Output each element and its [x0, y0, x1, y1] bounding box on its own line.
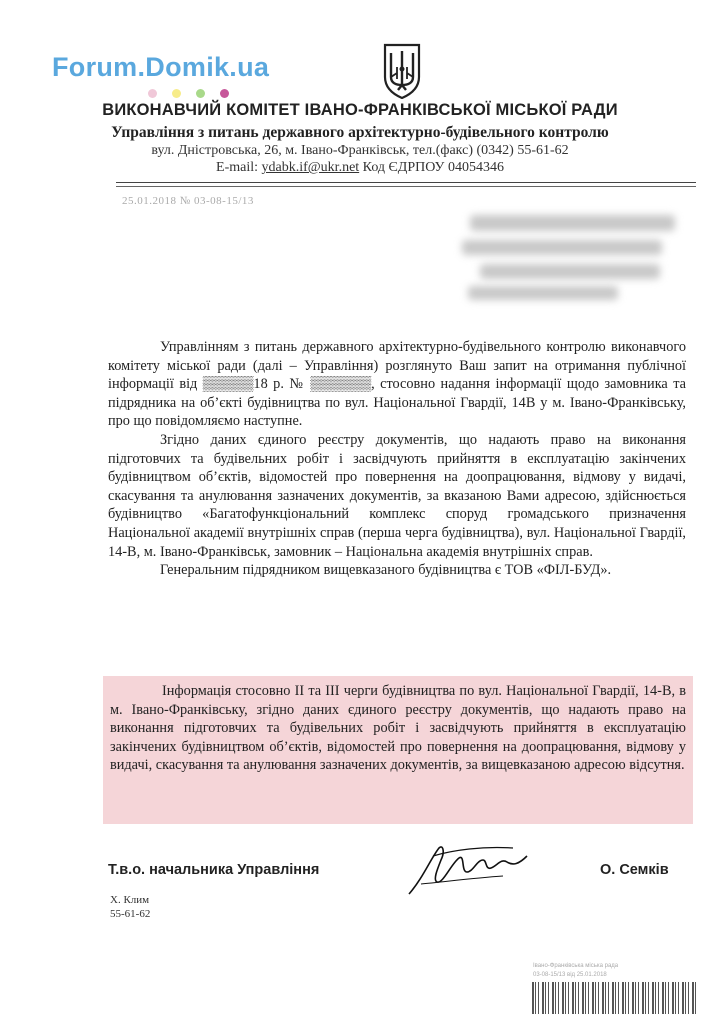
email-link[interactable]: ydabk.if@ukr.net [261, 160, 360, 175]
body-paragraph: Інформація стосовно ІІ та ІІІ черги будівництва по вул. Національної Гвардії, 14-В, в м. Івано-Франківську, згідно даних єдиного реєстру документів, що надають право на виконання підготовчих та будівельних робіт і засвідчують прийняття в експлуатацію закінчених будівництвом об’єктів, відомостей про повернення на доопрацювання, відмову у видачі, скасування та анулювання зазначених документів, за вищевказаною адресою відсутня. [110, 683, 686, 774]
barcode-bar [555, 982, 556, 1014]
barcode-bar [585, 982, 586, 1014]
barcode-bar [578, 982, 579, 1014]
signatory-title: Т.в.о. начальника Управління [108, 862, 320, 878]
barcode-bar [538, 982, 539, 1014]
barcode-bar [558, 982, 559, 1014]
barcode-bar [572, 982, 574, 1014]
barcode-bar [582, 982, 584, 1014]
barcode-bar [688, 982, 689, 1014]
email-label: E-mail: [216, 160, 262, 175]
barcode-bar [658, 982, 659, 1014]
barcode-bar [645, 982, 646, 1014]
barcode-bar [678, 982, 679, 1014]
redacted-addressee [480, 264, 660, 279]
barcode-bar [692, 982, 694, 1014]
address-line: вул. Дністровська, 26, м. Івано-Франківськ, тел.(факс) (0342) 55-61-62 [151, 143, 569, 158]
watermark-logo: Forum.Domik.ua [52, 52, 270, 82]
barcode-bar [602, 982, 604, 1014]
barcode-bar [665, 982, 666, 1014]
barcode-bar [608, 982, 609, 1014]
highlighted-text [110, 682, 686, 775]
executor-phone: 55-61-62 [110, 908, 151, 920]
barcode-bar [565, 982, 566, 1014]
barcode-bar [685, 982, 686, 1014]
edrpou-code: Код ЄДРПОУ 04054346 [359, 160, 504, 175]
barcode-bar [642, 982, 644, 1014]
barcode-bar [668, 982, 669, 1014]
redacted-addressee [468, 286, 618, 300]
barcode-bar [615, 982, 616, 1014]
barcode-bar [535, 982, 536, 1014]
body-paragraph: Згідно даних єдиного реєстру документів, що надають право на виконання підготовчих та будівельних робіт і засвідчують прийняття в експлуатацію закінчених будівництвом об’єктів, відомостей про повернення на доопрацювання, відмову у видачі, скасування та анулювання зазначених документів, за вказаною Вами адресою, здійснюється будівництво «Багатофункціональний комплекс споруд громадського призначення Національної академії внутрішніх справ (перша черга будівництва), вул. Національної Гвардії, 14-В, м. Івано-Франківськ, замовник – Національна академія внутрішніх справ. [108, 431, 686, 560]
barcode-bar [635, 982, 636, 1014]
barcode-bar [592, 982, 594, 1014]
watermark-dots [148, 89, 229, 98]
barcode-bar [542, 982, 544, 1014]
watermark-dot [172, 89, 181, 98]
barcode-bar [695, 982, 696, 1014]
stamp-line: Івано-Франківська міська рада [533, 963, 619, 969]
executor-info [110, 893, 150, 921]
barcode-bar [662, 982, 664, 1014]
org-title: ВИКОНАВЧИЙ КОМІТЕТ ІВАНО-ФРАНКІВСЬКОЇ МІСЬКОЇ РАДИ [102, 101, 618, 119]
barcode-bar [595, 982, 596, 1014]
header-divider [116, 182, 696, 183]
barcode-bar [598, 982, 599, 1014]
trident-icon [381, 43, 423, 99]
barcode-bar [548, 982, 549, 1014]
registration-barcode [530, 960, 700, 1016]
barcode-bar [672, 982, 674, 1014]
barcode-bar [675, 982, 676, 1014]
barcode-bar [652, 982, 654, 1014]
barcode-bar [612, 982, 614, 1014]
executor-name: Х. Клим [110, 894, 150, 906]
barcode-bar [618, 982, 619, 1014]
redacted-addressee [462, 240, 662, 255]
stamp-line: 03-08-15/13 від 25.01.2018 [533, 972, 607, 978]
redacted-addressee [470, 215, 675, 231]
barcode-bar [628, 982, 629, 1014]
reference-number: 25.01.2018 № 03-08-15/13 [122, 195, 254, 207]
watermark-dot [220, 89, 229, 98]
contact-line [0, 160, 720, 176]
barcode-bar [625, 982, 626, 1014]
department-name: Управління з питань державного архітектурно-будівельного контролю [111, 124, 609, 141]
barcode-bar [682, 982, 684, 1014]
signatory-name: О. Семків [600, 862, 669, 878]
barcode-bar [562, 982, 564, 1014]
handwritten-signature [403, 838, 533, 900]
barcode-bar [605, 982, 606, 1014]
barcode-bar [568, 982, 569, 1014]
barcode-bar [648, 982, 649, 1014]
barcode-bar [638, 982, 639, 1014]
barcode-bar [588, 982, 589, 1014]
watermark-dot [148, 89, 157, 98]
barcode-bar [552, 982, 554, 1014]
letter-body [108, 338, 686, 580]
barcode-bar [575, 982, 576, 1014]
body-paragraph: Генеральним підрядником вищевказаного будівництва є ТОВ «ФІЛ-БУД». [160, 562, 612, 579]
body-paragraph: Управлінням з питань державного архітектурно-будівельного контролю виконавчого комітету міської ради (далі – Управління) розглянуто Ваш запит на отримання публічної інформації від ▒▒▒▒▒18 р. № ▒▒▒▒▒▒, стосовно надання інформації щодо замовника та підрядника на об’єкті будівництва по вул. Національної Гвардії, 14В у м. Івано-Франківську, про що повідомляємо наступне. [108, 339, 686, 430]
barcode-bar [532, 982, 534, 1014]
barcode-bar [632, 982, 634, 1014]
barcode-bar [622, 982, 624, 1014]
barcode-bar [655, 982, 656, 1014]
barcode-bar [545, 982, 546, 1014]
watermark-dot [196, 89, 205, 98]
header-divider-thin [116, 186, 696, 187]
